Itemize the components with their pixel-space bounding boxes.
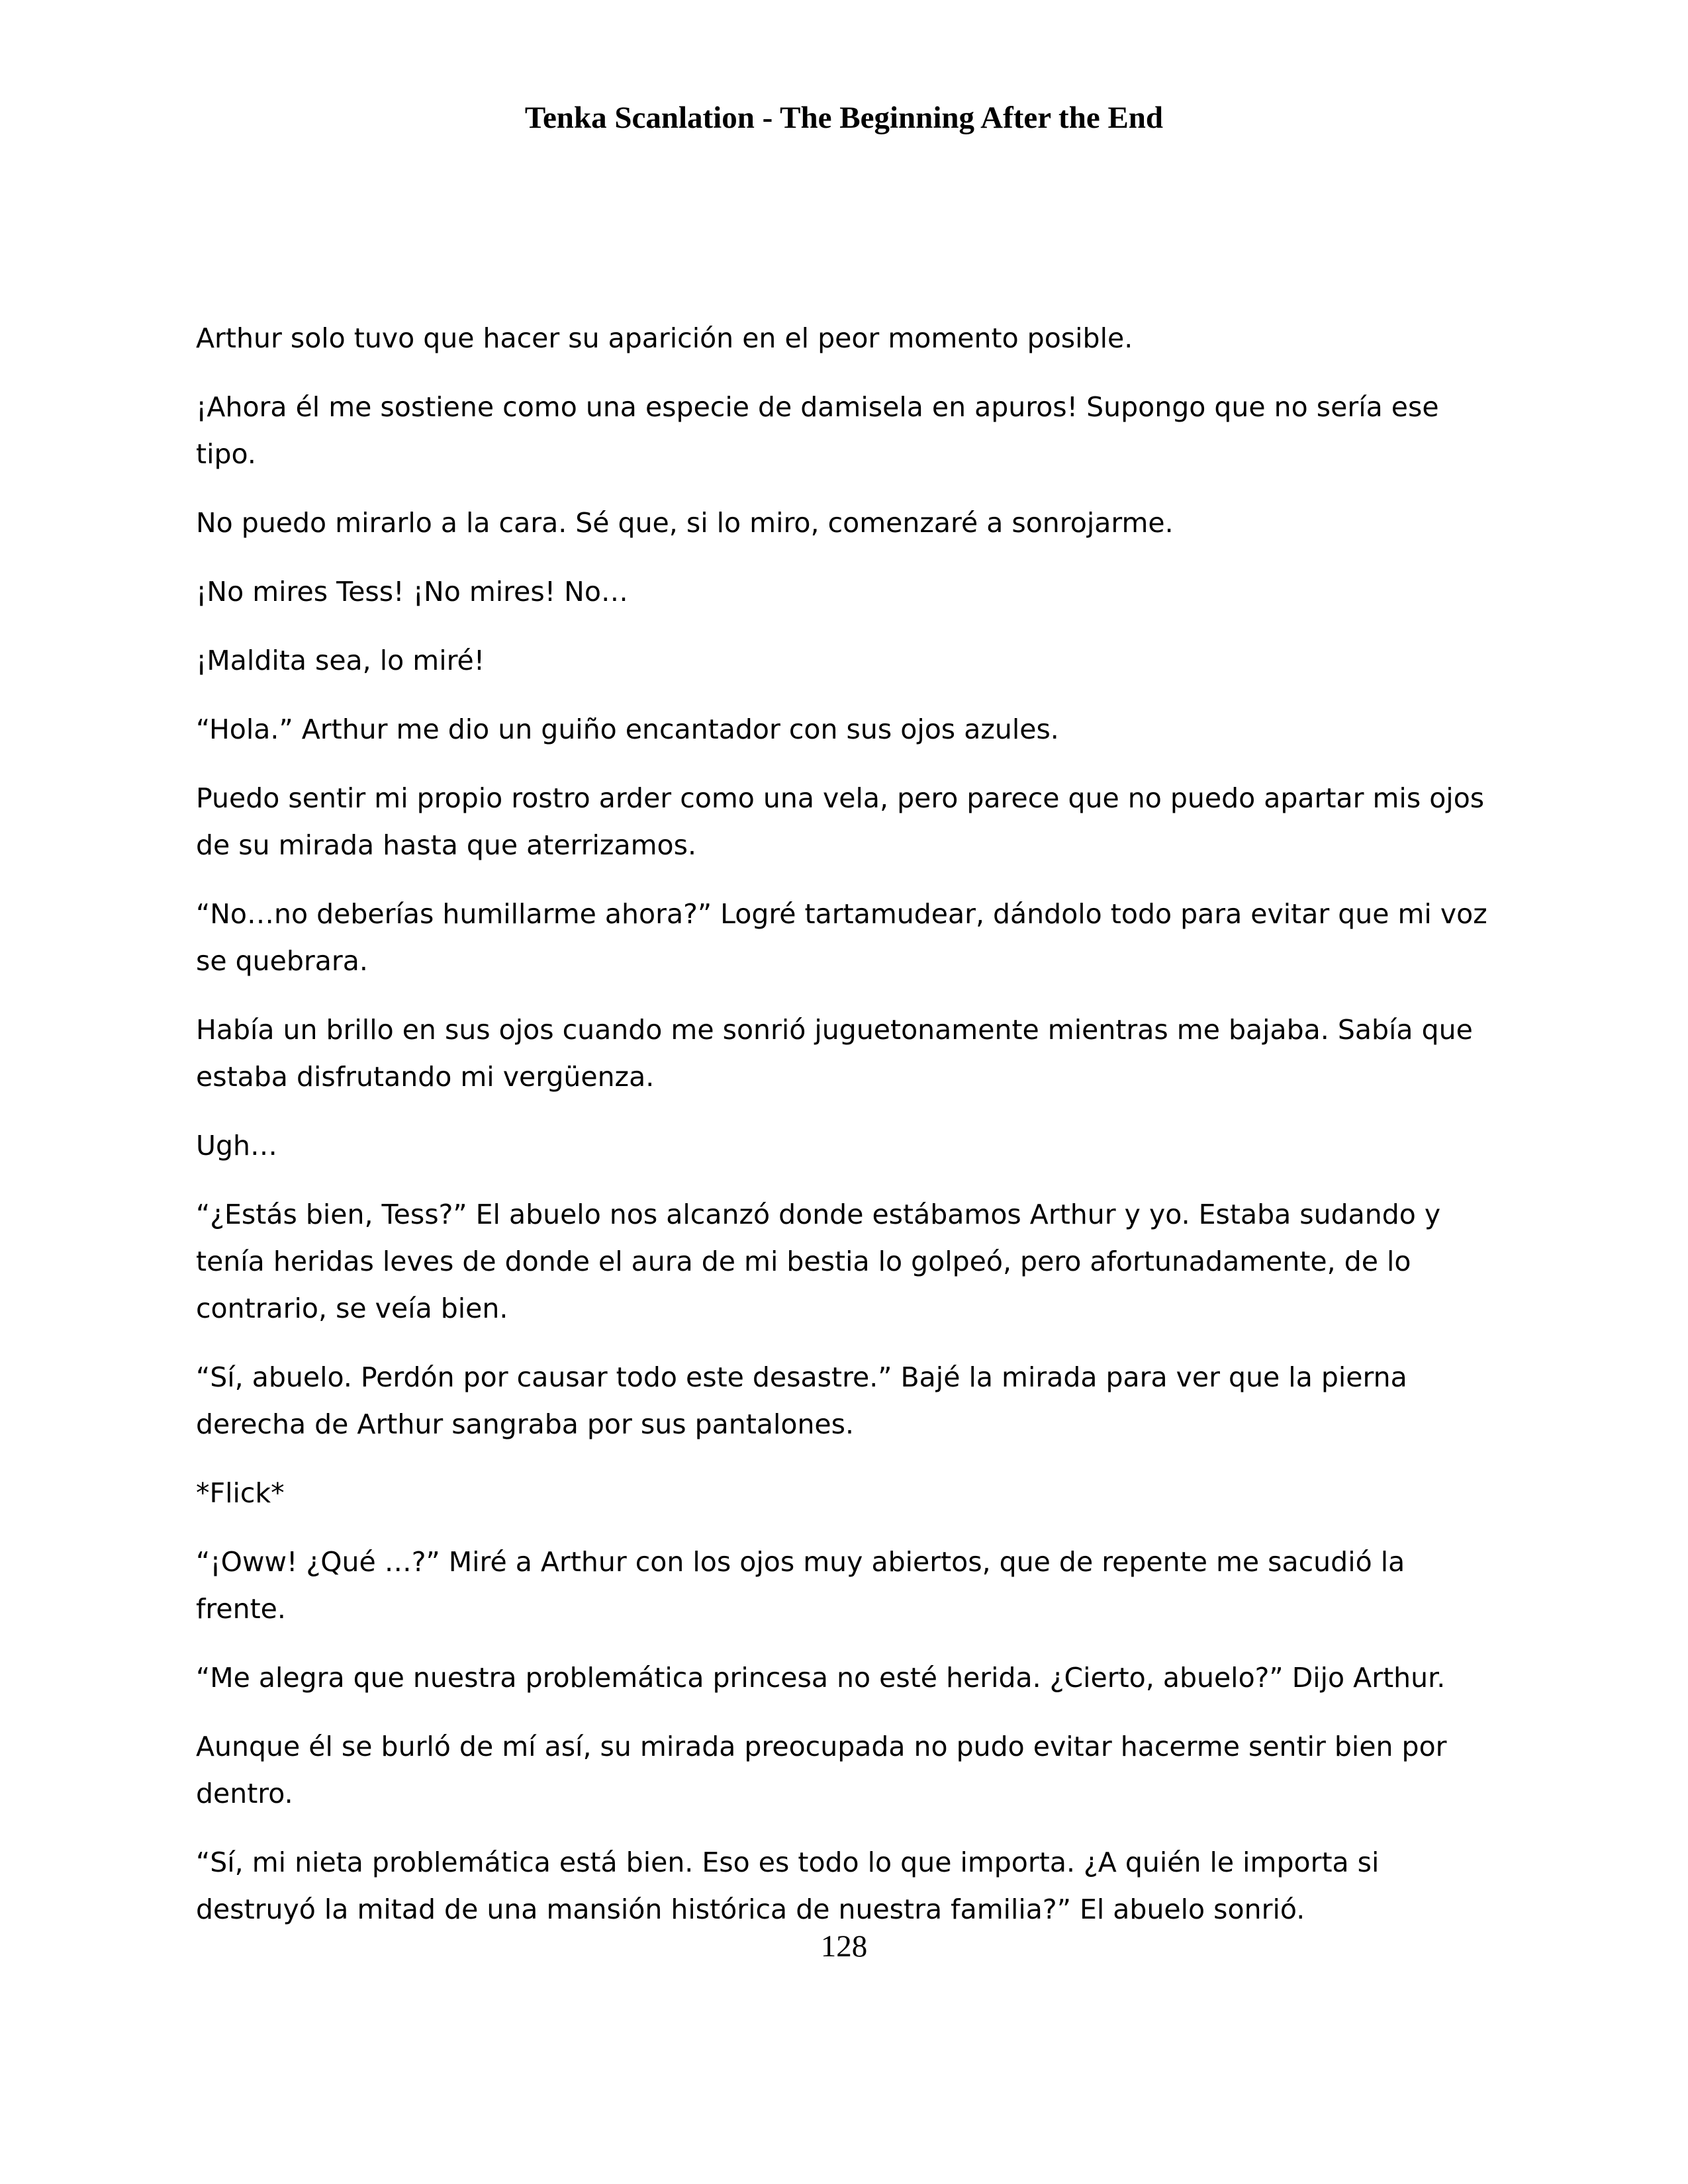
page-number: 128 bbox=[820, 1929, 868, 1964]
paragraph: “¡Oww! ¿Qué …?” Miré a Arthur con los ojos muy abiertos, que de repente me sacudió la frente. bbox=[196, 1546, 1405, 1625]
paragraph: ¡Maldita sea, lo miré! bbox=[196, 645, 485, 676]
paragraph: “Sí, mi nieta problemática está bien. Eso es todo lo que importa. ¿A quién le importa si destruyó la mitad de una mansión histórica de nuestra familia?” El abuelo sonrió. bbox=[196, 1846, 1380, 1925]
paragraph: Aunque él se burló de mí así, su mirada preocupada no pudo evitar hacerme sentir bien por dentro. bbox=[196, 1731, 1447, 1809]
paragraph: “Sí, abuelo. Perdón por causar todo este desastre.” Bajé la mirada para ver que la pierna derecha de Arthur sangraba por sus pantalones. bbox=[196, 1361, 1407, 1440]
paragraph: Arthur solo tuvo que hacer su aparición en el peor momento posible. bbox=[196, 322, 1133, 354]
paragraph: Había un brillo en sus ojos cuando me sonrió juguetonamente mientras me bajaba. Sabía que estaba disfrutando mi vergüenza. bbox=[196, 1014, 1473, 1093]
paragraph: “¿Estás bien, Tess?” El abuelo nos alcanzó donde estábamos Arthur y yo. Estaba sudando y tenía heridas leves de donde el aura de mi bestia lo golpeó, pero afortunadamente, de lo contrario, se veía bien. bbox=[196, 1199, 1441, 1324]
paragraph: *Flick* bbox=[196, 1477, 285, 1509]
paragraph: Ugh… bbox=[196, 1130, 278, 1161]
paragraph: No puedo mirarlo a la cara. Sé que, si lo miro, comenzaré a sonrojarme. bbox=[196, 507, 1174, 539]
paragraph: ¡Ahora él me sostiene como una especie de damisela en apuros! Supongo que no sería ese tipo. bbox=[196, 391, 1439, 470]
paragraph: “Me alegra que nuestra problemática princesa no esté herida. ¿Cierto, abuelo?” Dijo Arthur. bbox=[196, 1662, 1446, 1694]
paragraph: ¡No mires Tess! ¡No mires! No… bbox=[196, 576, 628, 608]
paragraph: Puedo sentir mi propio rostro arder como una vela, pero parece que no puedo apartar mis ojos de su mirada hasta que aterrizamos. bbox=[196, 782, 1485, 861]
paragraph: “No…no deberías humillarme ahora?” Logré tartamudear, dándolo todo para evitar que mi voz se quebrara. bbox=[196, 898, 1487, 977]
page-header-title: Tenka Scanlation - The Beginning After the End bbox=[524, 101, 1164, 135]
paragraph: “Hola.” Arthur me dio un guiño encantador con sus ojos azules. bbox=[196, 713, 1059, 745]
document-body bbox=[196, 315, 1503, 1955]
